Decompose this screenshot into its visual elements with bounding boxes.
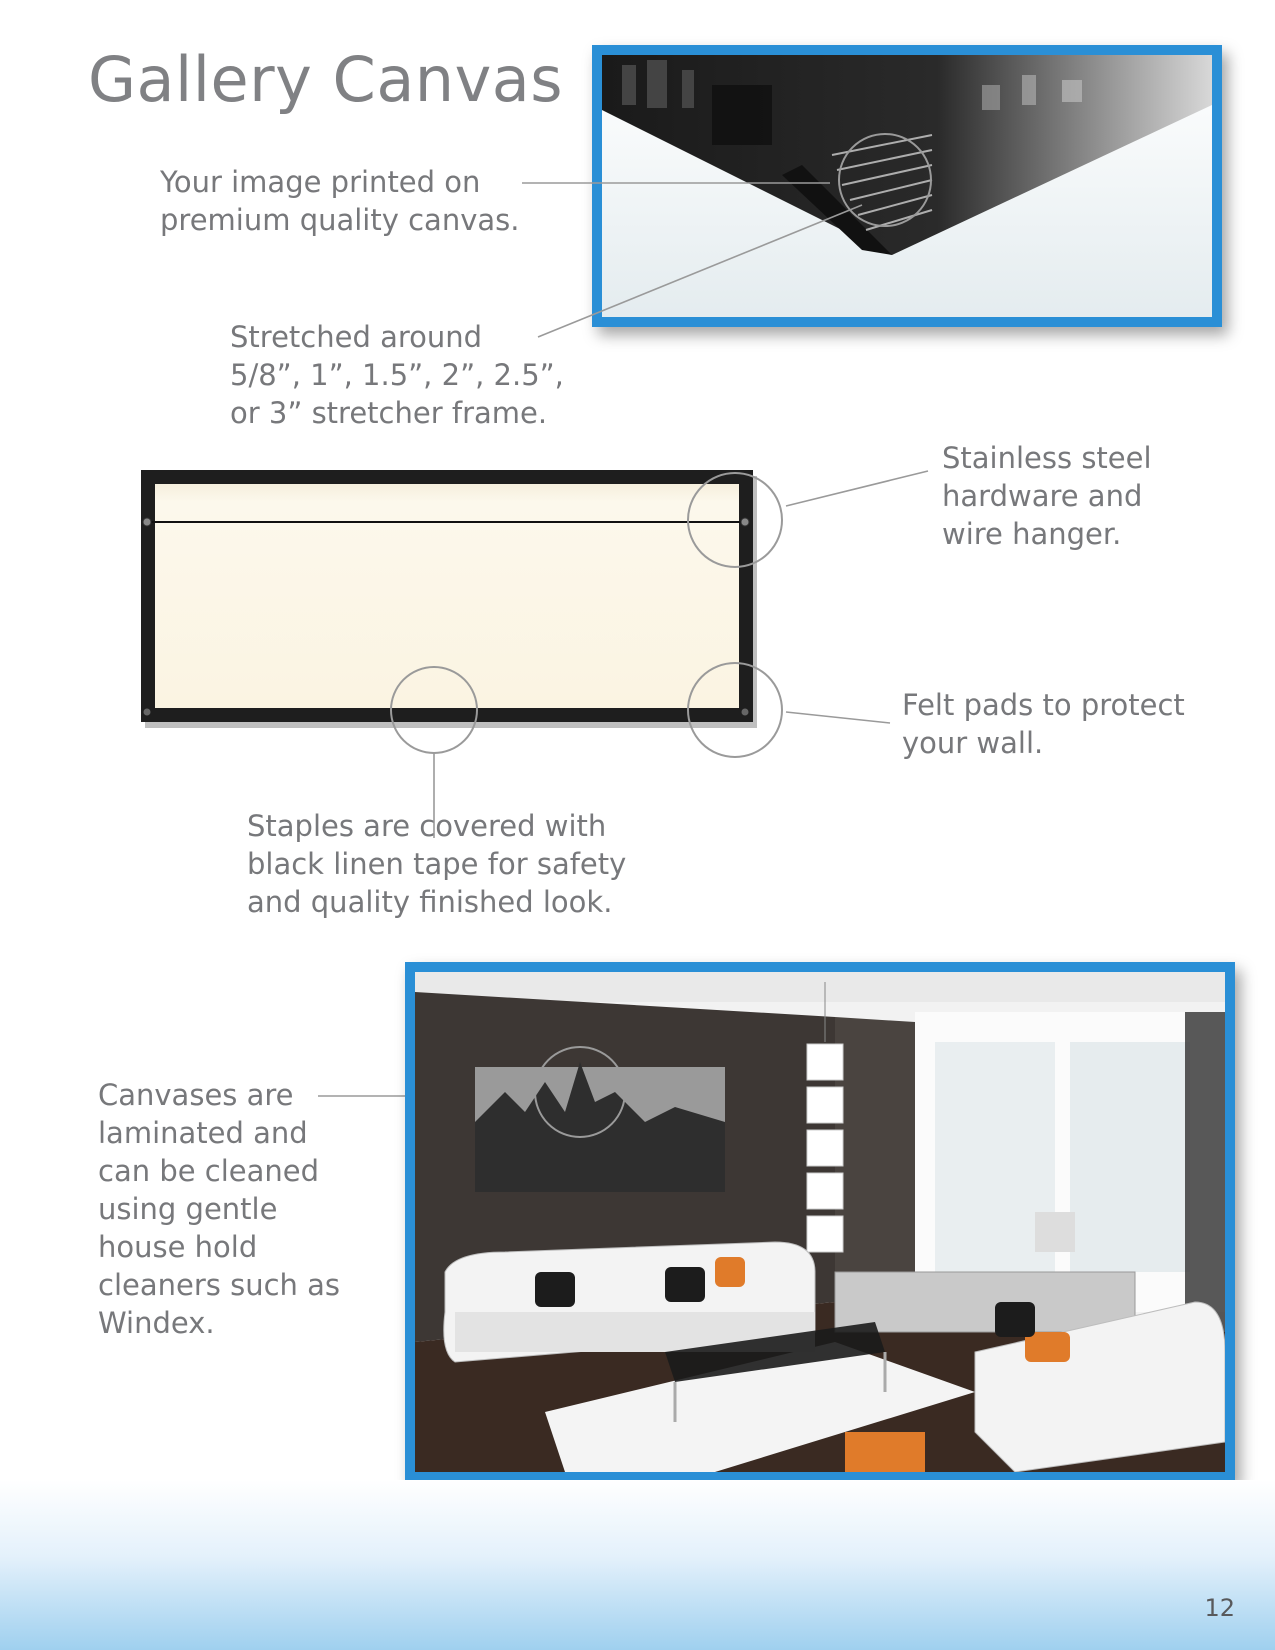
callout-staples: Staples are covered with black linen tape for safety and quality finished look. [247,809,627,919]
canvas-back-diagram [135,462,795,762]
callout-felt-pads: Felt pads to protect your wall. [902,688,1185,760]
callout-canvas-print: Your image printed on premium quality canvas. [160,165,520,237]
canvas-edge-illustration [602,55,1212,317]
callout-stretcher-frame: Stretched around 5/8”, 1”, 1.5”, 2”, 2.5”, or 3” stretcher frame. [230,320,564,430]
living-room-illustration [415,972,1225,1472]
canvas-back [155,484,739,708]
canvas-edge-photo [592,45,1222,327]
callout-hardware: Stainless steel hardware and wire hanger. [942,441,1152,551]
page-title: Gallery Canvas [88,43,564,116]
living-room-photo [405,962,1235,1482]
page-footer-gradient [0,1480,1275,1650]
page-number: 12 [1204,1594,1235,1622]
callout-laminated: Canvases are laminated and can be cleaned using gentle house hold cleaners such as Windex. [98,1078,340,1340]
